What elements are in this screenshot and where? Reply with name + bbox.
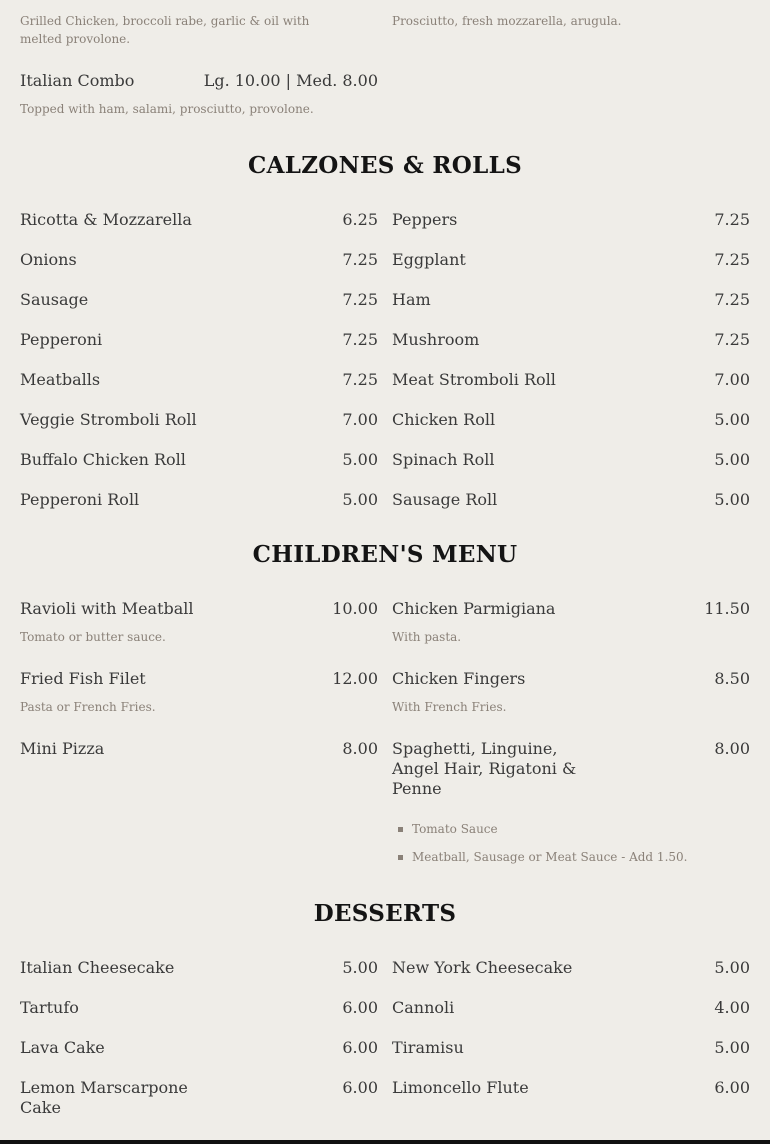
item-price: 7.25 bbox=[714, 330, 750, 349]
item-price: 7.25 bbox=[342, 250, 378, 269]
item-price: 11.50 bbox=[704, 599, 750, 618]
item-name: Spinach Roll bbox=[392, 450, 495, 469]
item-price: 12.00 bbox=[332, 669, 378, 688]
item-price: 6.25 bbox=[342, 210, 378, 229]
item-price: Lg. 10.00 | Med. 8.00 bbox=[203, 71, 378, 90]
item-name: Italian Cheesecake bbox=[20, 958, 175, 977]
item-name: Limoncello Flute bbox=[392, 1078, 529, 1097]
item-price: 6.00 bbox=[342, 998, 378, 1017]
item-price: 7.00 bbox=[342, 410, 378, 429]
item-price: 7.00 bbox=[714, 370, 750, 389]
item-description: Tomato or butter sauce. bbox=[20, 630, 166, 644]
item-price: 5.00 bbox=[714, 410, 750, 429]
item-price: 5.00 bbox=[342, 958, 378, 977]
item-name: Chicken Fingers bbox=[392, 669, 526, 688]
item-name: Tiramisu bbox=[392, 1038, 464, 1057]
item-price: 6.00 bbox=[342, 1078, 378, 1097]
item-price: 8.00 bbox=[714, 739, 750, 758]
list-item: Meatball, Sausage or Meat Sauce - Add 1.50. bbox=[412, 850, 688, 864]
item-name: Meatballs bbox=[20, 370, 101, 389]
item-name: Lemon Marscarpone Cake bbox=[20, 1078, 188, 1117]
item-name: Cannoli bbox=[392, 998, 455, 1017]
item-description: Grilled Chicken, broccoli rabe, garlic & oil with melted provolone. bbox=[20, 14, 310, 46]
item-price: 5.00 bbox=[714, 1038, 750, 1057]
item-name: New York Cheesecake bbox=[392, 958, 573, 977]
section-heading-desserts: DESSERTS bbox=[313, 900, 457, 927]
item-price: 7.25 bbox=[342, 370, 378, 389]
item-price: 7.25 bbox=[714, 210, 750, 229]
item-description: Prosciutto, fresh mozzarella, arugula. bbox=[392, 14, 622, 28]
item-name: Pepperoni Roll bbox=[20, 490, 140, 509]
item-price: 7.25 bbox=[714, 250, 750, 269]
item-price: 6.00 bbox=[714, 1078, 750, 1097]
item-name: Sausage bbox=[20, 290, 89, 309]
item-price: 7.25 bbox=[342, 330, 378, 349]
item-description: Topped with ham, salami, prosciutto, provolone. bbox=[20, 102, 314, 116]
item-name: Meat Stromboli Roll bbox=[392, 370, 556, 389]
item-name: Eggplant bbox=[392, 250, 466, 269]
item-price: 7.25 bbox=[342, 290, 378, 309]
list-item: Tomato Sauce bbox=[412, 820, 687, 838]
item-price: 5.00 bbox=[714, 450, 750, 469]
item-price: 5.00 bbox=[342, 490, 378, 509]
item-name: Ham bbox=[392, 290, 431, 309]
item-name: Ravioli with Meatball bbox=[20, 599, 194, 618]
item-name: Mini Pizza bbox=[20, 739, 105, 758]
sauce-options-list bbox=[412, 820, 687, 876]
item-description: With French Fries. bbox=[392, 700, 507, 714]
item-name: Spaghetti, Linguine, Angel Hair, Rigatoni & Penne bbox=[392, 739, 577, 798]
item-name: Mushroom bbox=[392, 330, 480, 349]
footer-divider bbox=[0, 1140, 770, 1144]
item-name: Buffalo Chicken Roll bbox=[20, 450, 186, 469]
item-price: 10.00 bbox=[332, 599, 378, 618]
item-name: Chicken Roll bbox=[392, 410, 496, 429]
item-price: 4.00 bbox=[714, 998, 750, 1017]
item-description: Pasta or French Fries. bbox=[20, 700, 156, 714]
item-price: 5.00 bbox=[714, 958, 750, 977]
item-name: Peppers bbox=[392, 210, 458, 229]
item-price: 5.00 bbox=[342, 450, 378, 469]
item-price: 8.00 bbox=[342, 739, 378, 758]
item-name: Veggie Stromboli Roll bbox=[20, 410, 197, 429]
section-heading-children: CHILDREN'S MENU bbox=[252, 541, 518, 568]
item-name: Ricotta & Mozzarella bbox=[20, 210, 192, 229]
item-price: 6.00 bbox=[342, 1038, 378, 1057]
item-name: Tartufo bbox=[20, 998, 79, 1017]
item-name: Italian Combo bbox=[20, 71, 135, 90]
item-name: Onions bbox=[20, 250, 77, 269]
section-heading-calzones: CALZONES & ROLLS bbox=[248, 152, 522, 179]
item-name: Sausage Roll bbox=[392, 490, 498, 509]
item-price: 7.25 bbox=[714, 290, 750, 309]
item-description: With pasta. bbox=[392, 630, 462, 644]
item-name: Lava Cake bbox=[20, 1038, 105, 1057]
item-name: Chicken Parmigiana bbox=[392, 599, 556, 618]
item-price: 5.00 bbox=[714, 490, 750, 509]
item-price: 8.50 bbox=[714, 669, 750, 688]
item-name: Fried Fish Filet bbox=[20, 669, 146, 688]
item-name: Pepperoni bbox=[20, 330, 103, 349]
